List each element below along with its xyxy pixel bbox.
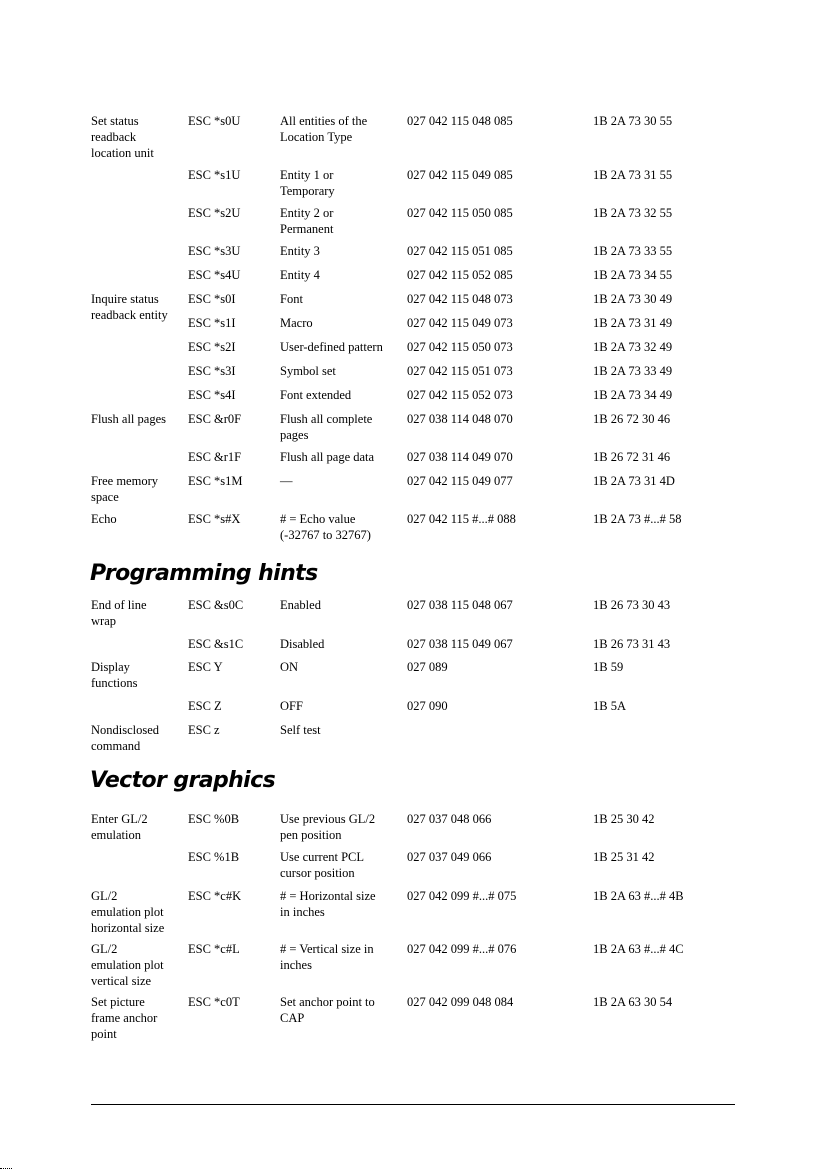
hex-cell: 1B 26 72 31 46 [593, 450, 671, 464]
hex-cell: 1B 2A 73 32 55 [593, 206, 673, 220]
decimal-cell: 027 042 099 #...# 076 [407, 942, 517, 956]
function-cell [91, 113, 191, 161]
command-cell: ESC %1B [188, 850, 240, 864]
decimal-cell: 027 089 [407, 660, 448, 674]
decimal-cell: 027 042 115 051 073 [407, 364, 513, 378]
parameter-cell-line: (-32767 to 32767) [280, 528, 371, 542]
parameter-cell [280, 205, 408, 237]
function-cell-line: horizontal size [91, 921, 165, 935]
function-cell-line: Display [91, 660, 130, 674]
parameter-cell-line: Permanent [280, 222, 334, 236]
parameter-cell-line: Location Type [280, 130, 353, 144]
parameter-cell [280, 387, 408, 403]
function-cell-line: Free memory [91, 474, 158, 488]
parameter-cell [280, 363, 408, 379]
parameter-cell [280, 888, 408, 920]
command-cell: ESC Z [188, 699, 222, 713]
parameter-cell-line: CAP [280, 1011, 305, 1025]
hex-cell: 1B 2A 73 32 49 [593, 340, 673, 354]
parameter-cell-line: — [280, 474, 293, 488]
parameter-cell-line: Entity 1 or [280, 168, 334, 182]
function-cell [91, 411, 191, 427]
decimal-cell: 027 042 115 049 085 [407, 168, 513, 182]
hex-cell: 1B 2A 73 34 49 [593, 388, 673, 402]
parameter-cell [280, 698, 408, 714]
parameter-cell-line: # = Echo value [280, 512, 356, 526]
decimal-cell: 027 042 115 050 085 [407, 206, 513, 220]
function-cell-line: Set picture [91, 995, 145, 1009]
hex-cell: 1B 2A 63 30 54 [593, 995, 673, 1009]
function-cell-line: wrap [91, 614, 116, 628]
function-cell-line: frame anchor [91, 1011, 158, 1025]
parameter-cell-line: Entity 3 [280, 244, 320, 258]
parameter-cell-line: # = Horizontal size [280, 889, 376, 903]
hex-cell: 1B 2A 73 33 55 [593, 244, 673, 258]
decimal-cell: 027 037 048 066 [407, 812, 492, 826]
function-cell-line: location unit [91, 146, 154, 160]
parameter-cell [280, 941, 408, 973]
function-cell-line: GL/2 [91, 889, 118, 903]
parameter-cell-line: Use current PCL [280, 850, 365, 864]
parameter-cell [280, 636, 408, 652]
section-heading: Vector graphics [90, 768, 276, 793]
parameter-cell-line: User-defined pattern [280, 340, 383, 354]
decimal-cell: 027 038 115 048 067 [407, 598, 513, 612]
parameter-cell-line: pen position [280, 828, 342, 842]
function-cell [91, 659, 191, 691]
command-cell: ESC *s3U [188, 244, 241, 258]
parameter-cell [280, 811, 408, 843]
function-cell-line: command [91, 739, 141, 753]
decimal-cell: 027 042 115 #...# 088 [407, 512, 516, 526]
function-cell-line: vertical size [91, 974, 152, 988]
function-cell-line: Nondisclosed [91, 723, 160, 737]
function-cell [91, 473, 191, 505]
function-cell-line: readback [91, 130, 137, 144]
function-cell [91, 888, 191, 936]
hex-cell: 1B 26 73 31 43 [593, 637, 671, 651]
command-cell: ESC %0B [188, 812, 240, 826]
hex-cell: 1B 2A 73 30 49 [593, 292, 673, 306]
parameter-cell-line: Use previous GL/2 [280, 812, 376, 826]
parameter-cell-line: cursor position [280, 866, 355, 880]
parameter-cell-line: Disabled [280, 637, 325, 651]
function-cell-line: emulation [91, 828, 141, 842]
parameter-cell-line: Font extended [280, 388, 352, 402]
function-cell-line: Set status [91, 114, 139, 128]
parameter-cell-line: Font [280, 292, 303, 306]
command-cell: ESC &r0F [188, 412, 242, 426]
parameter-cell-line: Set anchor point to [280, 995, 375, 1009]
hex-cell: 1B 2A 73 30 55 [593, 114, 673, 128]
parameter-cell-line: Temporary [280, 184, 335, 198]
parameter-cell [280, 597, 408, 613]
hex-cell: 1B 26 72 30 46 [593, 412, 671, 426]
function-cell [91, 511, 191, 527]
decimal-cell: 027 038 115 049 067 [407, 637, 513, 651]
decimal-cell: 027 042 115 052 085 [407, 268, 513, 282]
hex-cell: 1B 25 30 42 [593, 812, 655, 826]
decimal-cell: 027 042 099 #...# 075 [407, 889, 517, 903]
command-cell: ESC *s0U [188, 114, 241, 128]
command-cell: ESC z [188, 723, 220, 737]
parameter-cell [280, 315, 408, 331]
command-cell: ESC Y [188, 660, 223, 674]
hex-cell: 1B 2A 73 33 49 [593, 364, 673, 378]
hex-cell: 1B 26 73 30 43 [593, 598, 671, 612]
decimal-cell: 027 038 114 048 070 [407, 412, 513, 426]
decimal-cell: 027 042 115 049 073 [407, 316, 513, 330]
hex-cell: 1B 2A 63 #...# 4B [593, 889, 684, 903]
parameter-cell [280, 113, 408, 145]
hex-cell: 1B 2A 73 #...# 58 [593, 512, 682, 526]
parameter-cell [280, 449, 408, 465]
parameter-cell-line: OFF [280, 699, 303, 713]
decimal-cell: 027 042 115 051 085 [407, 244, 513, 258]
hex-cell: 1B 5A [593, 699, 626, 713]
parameter-cell [280, 267, 408, 283]
decimal-cell: 027 042 115 050 073 [407, 340, 513, 354]
parameter-cell-line: in inches [280, 905, 325, 919]
function-cell-line: emulation plot [91, 958, 164, 972]
parameter-cell [280, 994, 408, 1026]
decimal-cell: 027 042 115 052 073 [407, 388, 513, 402]
hex-cell: 1B 25 31 42 [593, 850, 655, 864]
function-cell-line: emulation plot [91, 905, 164, 919]
decimal-cell: 027 042 115 048 073 [407, 292, 513, 306]
function-cell-line: functions [91, 676, 138, 690]
command-cell: ESC *s1U [188, 168, 241, 182]
command-cell: ESC &r1F [188, 450, 242, 464]
corner-mark [0, 1168, 12, 1169]
parameter-cell [280, 243, 408, 259]
function-cell [91, 811, 191, 843]
parameter-cell-line: Self test [280, 723, 321, 737]
command-cell: ESC *s2U [188, 206, 241, 220]
function-cell-line: GL/2 [91, 942, 118, 956]
command-cell: ESC *s2I [188, 340, 236, 354]
decimal-cell: 027 037 049 066 [407, 850, 492, 864]
parameter-cell-line: Entity 4 [280, 268, 320, 282]
function-cell-line: readback entity [91, 308, 168, 322]
command-cell: ESC *s4U [188, 268, 241, 282]
function-cell-line: Flush all pages [91, 412, 166, 426]
command-cell: ESC *s4I [188, 388, 236, 402]
section-heading: Programming hints [90, 561, 318, 586]
hex-cell: 1B 2A 73 34 55 [593, 268, 673, 282]
function-cell-line: Echo [91, 512, 117, 526]
parameter-cell-line: Entity 2 or [280, 206, 334, 220]
parameter-cell-line: pages [280, 428, 309, 442]
function-cell-line: Enter GL/2 [91, 812, 148, 826]
parameter-cell-line: inches [280, 958, 312, 972]
hex-cell: 1B 2A 73 31 55 [593, 168, 673, 182]
footer-rule [91, 1104, 735, 1105]
function-cell-line: space [91, 490, 119, 504]
parameter-cell-line: Flush all complete [280, 412, 373, 426]
command-cell: ESC *s0I [188, 292, 236, 306]
decimal-cell: 027 038 114 049 070 [407, 450, 513, 464]
parameter-cell-line: All entities of the [280, 114, 368, 128]
parameter-cell-line: # = Vertical size in [280, 942, 374, 956]
hex-cell: 1B 59 [593, 660, 624, 674]
function-cell [91, 994, 191, 1042]
function-cell [91, 941, 191, 989]
command-cell: ESC &s0C [188, 598, 244, 612]
parameter-cell [280, 659, 408, 675]
function-cell [91, 597, 191, 629]
function-cell [91, 291, 191, 323]
hex-cell: 1B 2A 73 31 4D [593, 474, 675, 488]
command-cell: ESC *c0T [188, 995, 240, 1009]
parameter-cell [280, 722, 408, 738]
hex-cell: 1B 2A 63 #...# 4C [593, 942, 684, 956]
parameter-cell-line: Enabled [280, 598, 321, 612]
decimal-cell: 027 090 [407, 699, 448, 713]
parameter-cell [280, 167, 408, 199]
command-cell: ESC &s1C [188, 637, 244, 651]
function-cell-line: point [91, 1027, 117, 1041]
parameter-cell [280, 849, 408, 881]
parameter-cell-line: ON [280, 660, 299, 674]
hex-cell: 1B 2A 73 31 49 [593, 316, 673, 330]
parameter-cell [280, 339, 408, 355]
command-cell: ESC *c#L [188, 942, 240, 956]
decimal-cell: 027 042 115 049 077 [407, 474, 513, 488]
command-cell: ESC *c#K [188, 889, 242, 903]
parameter-cell [280, 511, 408, 543]
command-cell: ESC *s1M [188, 474, 243, 488]
parameter-cell [280, 411, 408, 443]
function-cell-line: Inquire status [91, 292, 159, 306]
parameter-cell [280, 473, 408, 489]
function-cell [91, 722, 191, 754]
parameter-cell-line: Symbol set [280, 364, 336, 378]
decimal-cell: 027 042 115 048 085 [407, 114, 513, 128]
parameter-cell-line: Flush all page data [280, 450, 375, 464]
parameter-cell-line: Macro [280, 316, 313, 330]
decimal-cell: 027 042 099 048 084 [407, 995, 514, 1009]
command-cell: ESC *s#X [188, 512, 241, 526]
command-cell: ESC *s3I [188, 364, 236, 378]
command-cell: ESC *s1I [188, 316, 236, 330]
function-cell-line: End of line [91, 598, 147, 612]
parameter-cell [280, 291, 408, 307]
